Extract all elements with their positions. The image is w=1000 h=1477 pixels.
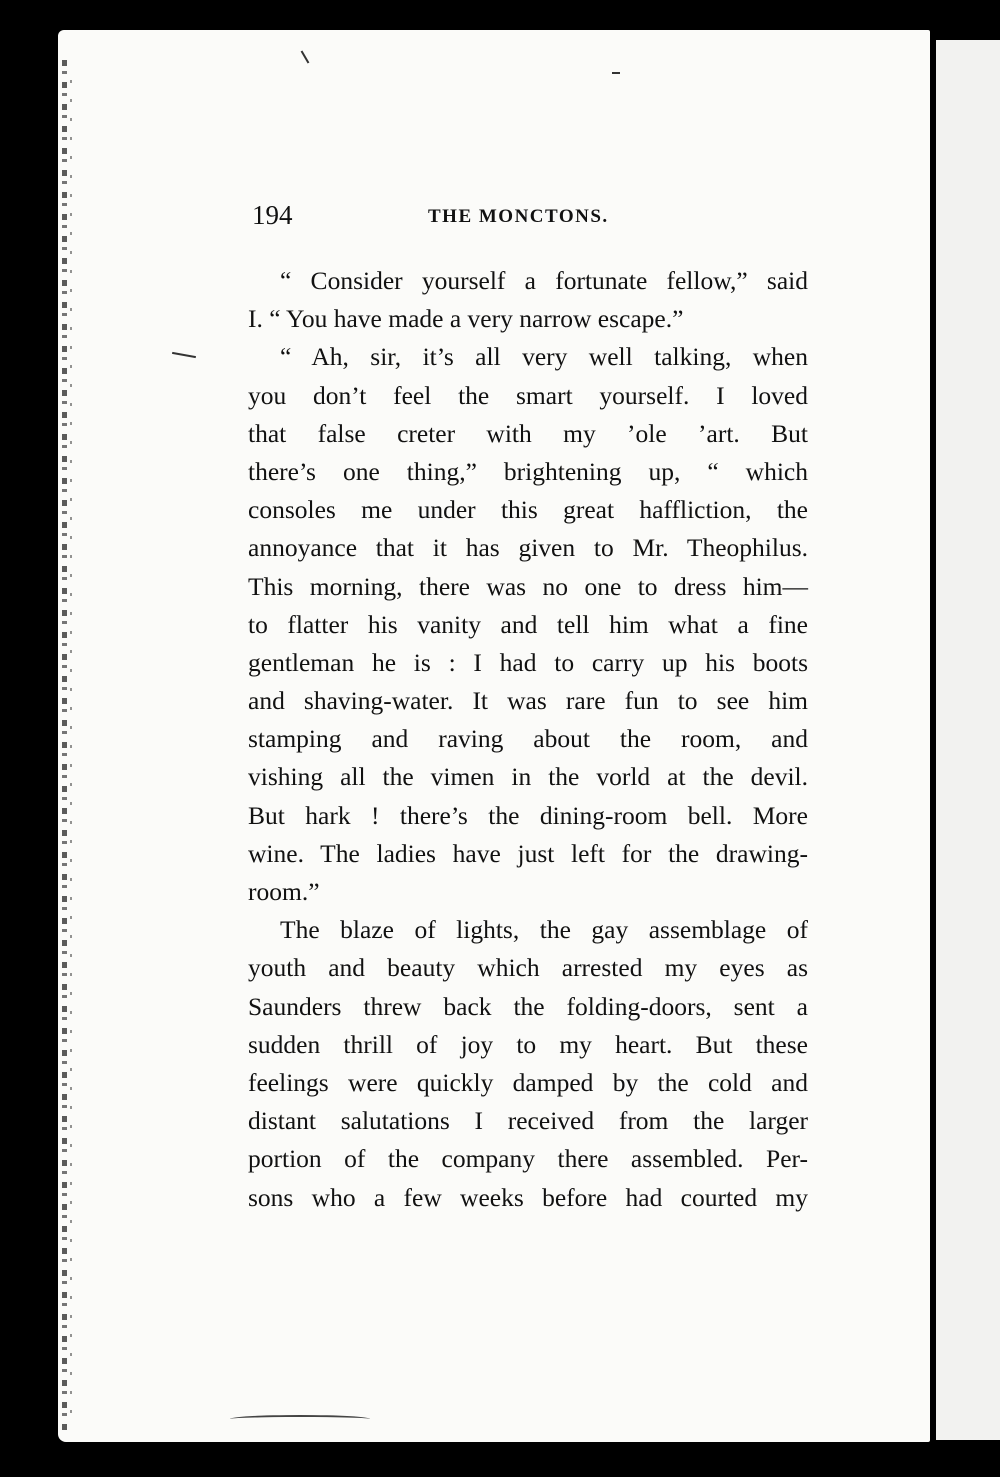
text-line: vishing all the vimen in the vorld at the devil. — [248, 762, 808, 792]
stray-mark — [612, 72, 620, 74]
page-header — [252, 200, 812, 240]
binding-gutter — [62, 60, 67, 1430]
text-line: sudden thrill of joy to my heart. But these — [248, 1029, 808, 1059]
text-line: The blaze of lights, the gay assemblage of — [280, 915, 808, 945]
ink-smudge — [230, 1415, 370, 1423]
adjacent-page-edge — [936, 40, 1000, 1440]
text-line: to flatter his vanity and tell him what a fine — [248, 609, 808, 639]
text-line: feelings were quickly damped by the cold and — [248, 1067, 808, 1097]
text-line: that false creter with my ’ole ’art. But — [248, 418, 808, 448]
text-line: room.” — [248, 877, 320, 906]
text-line: there’s one thing,” brightening up, “ which — [248, 456, 808, 486]
text-line: “ Ah, sir, it’s all very well talking, when — [280, 342, 808, 372]
text-line: I. “ You have made a very narrow escape.” — [248, 304, 684, 334]
text-line: distant salutations I received from the larger — [248, 1106, 808, 1136]
body-text — [248, 262, 808, 1217]
text-line: sons who a few weeks before had courted my — [248, 1182, 808, 1212]
page-number: 194 — [252, 200, 293, 230]
text-line: Saunders threw back the folding-doors, sent a — [248, 991, 808, 1021]
text-line: portion of the company there assembled. Per- — [248, 1144, 808, 1174]
text-line: annoyance that it has given to Mr. Theophilus. — [248, 533, 808, 563]
text-line: you don’t feel the smart yourself. I loved — [248, 380, 808, 410]
text-line: But hark ! there’s the dining-room bell. More — [248, 800, 808, 830]
text-line: This morning, there was no one to dress him— — [248, 571, 808, 601]
text-line: wine. The ladies have just left for the drawing- — [248, 838, 808, 868]
text-line: stamping and raving about the room, and — [248, 724, 808, 754]
text-line: and shaving-water. It was rare fun to see him — [248, 686, 808, 716]
text-line: “ Consider yourself a fortunate fellow,” said — [280, 266, 808, 295]
binding-gutter-shadow — [70, 80, 72, 1420]
text-line: youth and beauty which arrested my eyes as — [248, 953, 808, 983]
text-line: consoles me under this great haffliction, the — [248, 495, 808, 525]
text-line: gentleman he is : I had to carry up his boots — [248, 647, 808, 677]
running-head: THE MONCTONS. — [428, 206, 609, 227]
